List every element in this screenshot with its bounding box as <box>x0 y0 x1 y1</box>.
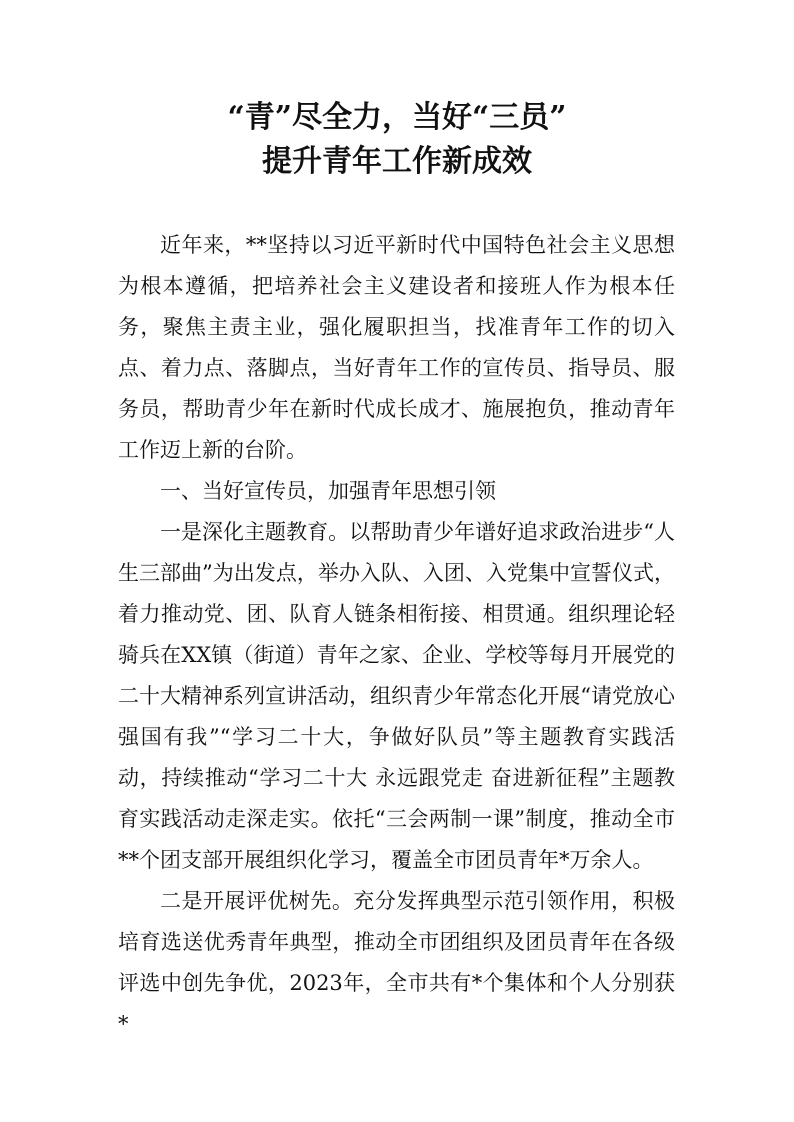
paragraph-theme-education: 一是深化主题教育。以帮助青少年谱好追求政治进步“人生三部曲”为出发点，举办入队、入团、入党集中宣誓仪式，着力推动党、团、队育人链条相衔接、相贯通。组织理论轻骑兵在XX镇（街道）青年之家、企业、学校等每月开展党的二十大精神系列宣讲活动，组织青少年常态化开展“请党放心 强国有我”“学习二十大，争做好队员”等主题教育实践活动，持续推动“学习二十大 永远跟党走 奋进新征程”主题教育实践活动走深走实。依托“三会两制一课”制度，推动全市**个团支部开展组织化学习，覆盖全市团员青年*万余人。 <box>118 520 675 872</box>
paragraph-model-selection: 二是开展评优树先。充分发挥典型示范引领作用，积极培育选送优秀青年典型，推动全市团组织及团员青年在各级评选中创先争优，2023年，全市共有*个集体和个人分别获* <box>118 889 675 1036</box>
document-body <box>118 225 675 1045</box>
section-heading-1: 一、当好宣传员，加强青年思想引领 <box>160 479 496 503</box>
document-title-line-2: 提升青年工作新成效 <box>262 144 532 179</box>
document-title-line-1: “青”尽全力，当好“三员” <box>227 100 567 135</box>
paragraph-intro: 近年来，**坚持以习近平新时代中国特色社会主义思想为根本遵循，把培养社会主义建设者和接班人作为根本任务，聚焦主责主业，强化履职担当，找准青年工作的切入点、着力点、落脚点，当好青年工作的宣传员、指导员、服务员，帮助青少年在新时代成长成才、施展抱负，推动青年工作迈上新的台阶。 <box>118 233 675 462</box>
